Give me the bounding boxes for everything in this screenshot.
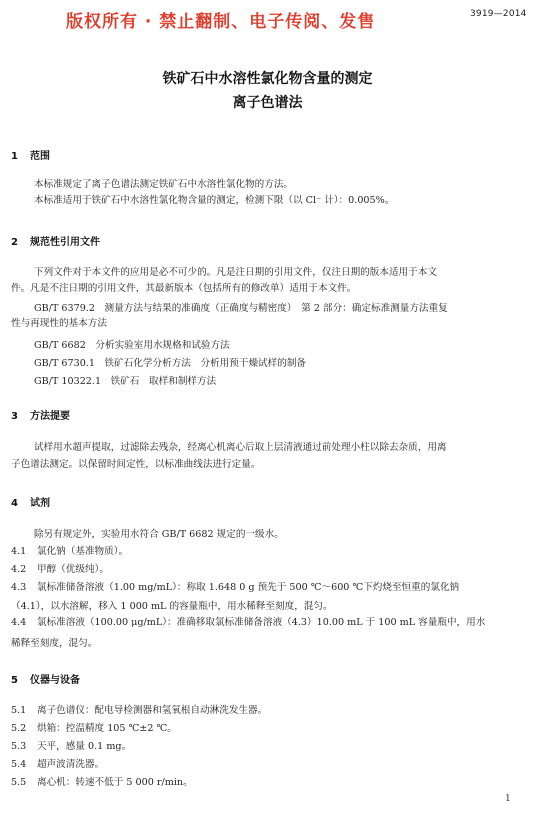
paragraph: 除另有规定外，实验用水符合 GB/T 6682 规定的一级水。 bbox=[34, 529, 284, 540]
paragraph-line: 子色谱法测定。以保留时间定性，以标准曲线法进行定量。 bbox=[11, 459, 261, 470]
item-number: 4.3 bbox=[11, 582, 27, 593]
list-item-continuation: （4.1），以水溶解，移入 1 000 mL 的容量瓶中，用水稀释至刻度，混匀。 bbox=[11, 601, 333, 612]
section-number: 3 bbox=[11, 411, 18, 422]
item-number: 5.1 bbox=[11, 705, 27, 716]
section-number: 2 bbox=[11, 237, 18, 248]
list-item bbox=[11, 543, 523, 561]
section-title: 方法提要 bbox=[30, 411, 70, 422]
reference-item: GB/T 6379.2 测量方法与结果的准确度（正确度与精密度） 第 2 部分：确定标准测量方法重复 bbox=[34, 303, 448, 314]
list-item-continuation: 稀释至刻度，混匀。 bbox=[11, 638, 98, 649]
item-number: 4.2 bbox=[11, 564, 27, 575]
reference-item: GB/T 6730.1 铁矿石化学分析方法 分析用预干燥试样的制备 bbox=[34, 358, 307, 369]
section-heading-reagents bbox=[11, 494, 50, 509]
section-title: 仪器与设备 bbox=[30, 675, 80, 686]
reference-item: GB/T 10322.1 铁矿石 取样和制样方法 bbox=[34, 376, 217, 387]
paragraph-line: 试样用水超声提取，过滤除去残杂，经离心机离心后取上层清液通过前处理小柱以除去杂质，用离 bbox=[34, 442, 447, 453]
item-text: 氯标准溶液（100.00 μg/mL）：准确移取氯标准储备溶液（4.3）10.00 mL 于 100 mL 容量瓶中，用水 bbox=[37, 617, 486, 628]
item-number: 4.1 bbox=[11, 546, 27, 557]
item-number: 4.4 bbox=[11, 617, 27, 628]
paragraph: 本标准规定了离子色谱法测定铁矿石中水溶性氯化物的方法。 bbox=[34, 179, 294, 190]
section-title: 规范性引用文件 bbox=[30, 237, 100, 248]
document-title: 铁矿石中水溶性氯化物含量的测定 bbox=[162, 71, 373, 87]
standard-number: 3919—2014 bbox=[470, 9, 527, 19]
item-text: 甲醇（优级纯）。 bbox=[37, 564, 109, 575]
item-number: 5.3 bbox=[11, 741, 27, 752]
watermark-copyright-notice: 版权所有 · 禁止翻制、电子传阅、发售 bbox=[66, 12, 376, 32]
list-item bbox=[11, 614, 523, 632]
section-title: 范围 bbox=[30, 151, 50, 162]
item-text: 烘箱：控温精度 105 ℃±2 ℃。 bbox=[37, 723, 177, 734]
section-heading-normative-references bbox=[11, 233, 100, 248]
section-number: 5 bbox=[11, 675, 18, 686]
list-item bbox=[11, 738, 523, 756]
list-item bbox=[11, 756, 523, 774]
section-number: 1 bbox=[11, 151, 18, 162]
item-text: 离子色谱仪：配电导检测器和氢氧根自动淋洗发生器。 bbox=[37, 705, 268, 716]
item-text: 氯标准储备溶液（1.00 mg/mL）：称取 1.648 0 g 预先于 500 ℃～600 ℃下灼烧至恒重的氯化钠 bbox=[37, 582, 460, 593]
section-heading-scope bbox=[11, 147, 50, 162]
list-item bbox=[11, 720, 523, 738]
list-item bbox=[11, 702, 523, 720]
list-item bbox=[11, 774, 523, 792]
item-number: 5.5 bbox=[11, 777, 27, 788]
reference-item: GB/T 6682 分析实验室用水规格和试验方法 bbox=[34, 340, 230, 351]
paragraph: 本标准适用于铁矿石中水溶性氯化物含量的测定，检测下限（以 Cl⁻ 计）：0.005%。 bbox=[34, 195, 395, 206]
item-text: 超声波清洗器。 bbox=[37, 759, 105, 770]
page-number: 1 bbox=[505, 794, 511, 804]
list-item bbox=[11, 561, 523, 579]
section-title: 试剂 bbox=[30, 498, 50, 509]
item-number: 5.4 bbox=[11, 759, 27, 770]
item-text: 天平，感量 0.1 mg。 bbox=[37, 741, 132, 752]
section-heading-apparatus bbox=[11, 671, 80, 686]
item-text: 氯化钠（基准物质）。 bbox=[37, 546, 129, 557]
paragraph-line: 下列文件对于本文件的应用是必不可少的。凡是注日期的引用文件，仅注日期的版本适用于本文 bbox=[34, 267, 437, 278]
list-item bbox=[11, 579, 523, 597]
section-number: 4 bbox=[11, 498, 18, 509]
item-number: 5.2 bbox=[11, 723, 27, 734]
item-text: 离心机：转速不低于 5 000 r/min。 bbox=[37, 777, 193, 788]
document-subtitle: 离子色谱法 bbox=[232, 95, 303, 111]
paragraph-line: 件。凡是不注日期的引用文件，其最新版本（包括所有的修改单）适用于本文件。 bbox=[11, 283, 357, 294]
reference-item-continuation: 性与再现性的基本方法 bbox=[11, 318, 107, 329]
section-heading-method-summary bbox=[11, 407, 70, 422]
